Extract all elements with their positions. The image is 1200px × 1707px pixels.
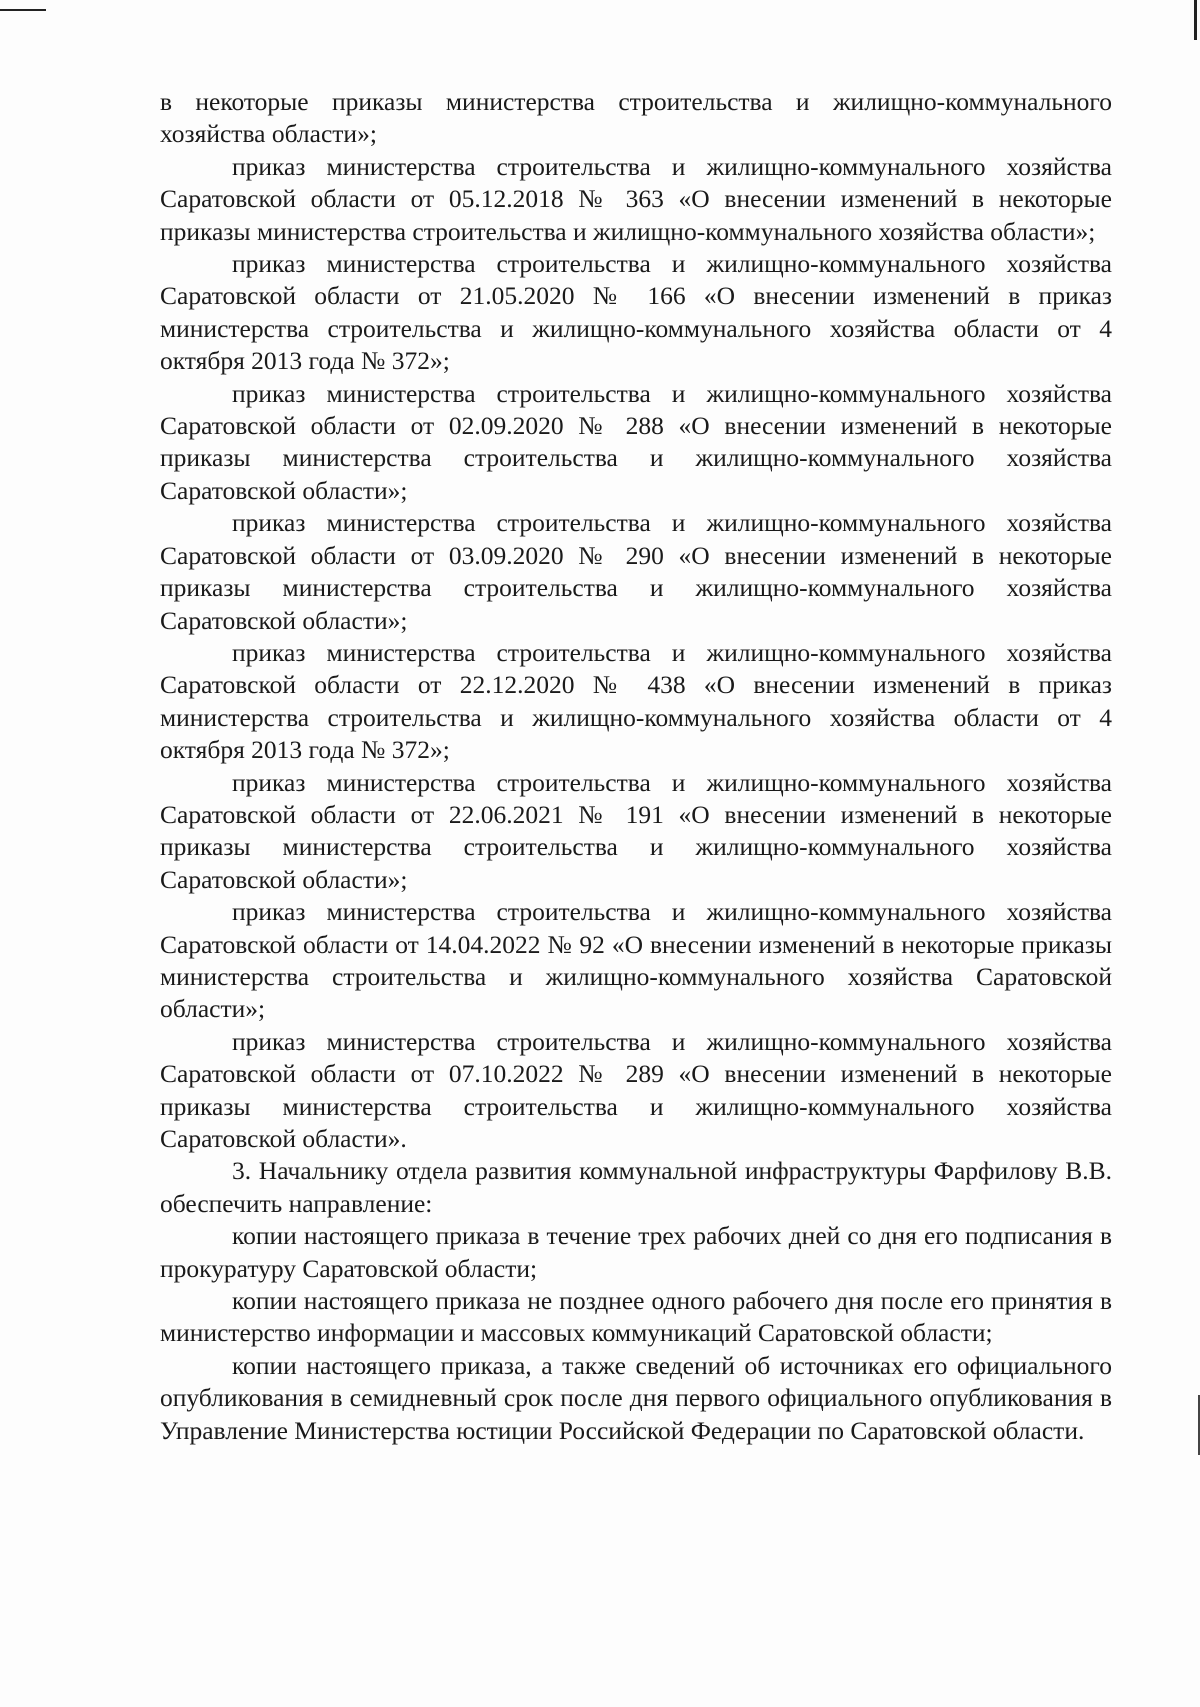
paragraph-justice-copy: копии настоящего приказа, а также сведений об источниках его официального опубликования в семидневный срок после дня первого официального опубликования в Управление Министерства юстиции Российской Федерации по Саратовской области. [160,1350,1112,1445]
paragraph-order-2022-289: приказ министерства строительства и жилищно-коммунального хозяйства Саратовской области от 07.10.2022 № 289 «О внесении изменений в некоторые приказы министерства строительства и жилищно-коммунального хозяйства Саратовской области». [160,1026,1112,1153]
paragraph-ministry-copy: копии настоящего приказа не позднее одного рабочего дня после его принятия в министерство информации и массовых коммуникаций Саратовской области; [160,1286,1112,1348]
paragraph-continuation: в некоторые приказы министерства строительства и жилищно-коммунального хозяйства области»; [160,87,1112,149]
paragraph-prosecutor-copy: копии настоящего приказа в течение трех рабочих дней со дня его подписания в прокуратуру Саратовской области; [160,1221,1112,1283]
paragraph-order-2018-363: приказ министерства строительства и жилищно-коммунального хозяйства Саратовской области от 05.12.2018 № 363 «О внесении изменений в некоторые приказы министерства строительства и жилищно-коммунального хозяйства области»; [160,151,1112,246]
scan-edge-mark-top-right [1194,0,1197,40]
paragraph-order-2020-290: приказ министерства строительства и жилищно-коммунального хозяйства Саратовской области от 03.09.2020 № 290 «О внесении изменений в некоторые приказы министерства строительства и жилищно-коммунального хозяйства Саратовской области»; [160,508,1112,635]
paragraph-order-2022-92: приказ министерства строительства и жилищно-коммунального хозяйства Саратовской области от 14.04.2022 № 92 «О внесении изменений в некоторые приказы министерства строительства и жилищно-коммунального хозяйства Саратовской области»; [160,897,1112,1024]
paragraph-order-2020-166: приказ министерства строительства и жилищно-коммунального хозяйства Саратовской области от 21.05.2020 № 166 «О внесении изменений в приказ министерства строительства и жилищно-коммунального хозяйства области от 4 октября 2013 года № 372»; [160,249,1112,376]
paragraph-order-2020-288: приказ министерства строительства и жилищно-коммунального хозяйства Саратовской области от 02.09.2020 № 288 «О внесении изменений в некоторые приказы министерства строительства и жилищно-коммунального хозяйства Саратовской области»; [160,378,1112,505]
document-body [160,86,1112,1447]
paragraph-order-2021-191: приказ министерства строительства и жилищно-коммунального хозяйства Саратовской области от 22.06.2021 № 191 «О внесении изменений в некоторые приказы министерства строительства и жилищно-коммунального хозяйства Саратовской области»; [160,767,1112,894]
paragraph-order-2020-438: приказ министерства строительства и жилищно-коммунального хозяйства Саратовской области от 22.12.2020 № 438 «О внесении изменений в приказ министерства строительства и жилищно-коммунального хозяйства области от 4 октября 2013 года № 372»; [160,637,1112,765]
scan-edge-mark-top-left [0,9,46,11]
paragraph-item-3: 3. Начальнику отдела развития коммунальной инфраструктуры Фарфилову В.В. обеспечить направление: [160,1156,1112,1218]
